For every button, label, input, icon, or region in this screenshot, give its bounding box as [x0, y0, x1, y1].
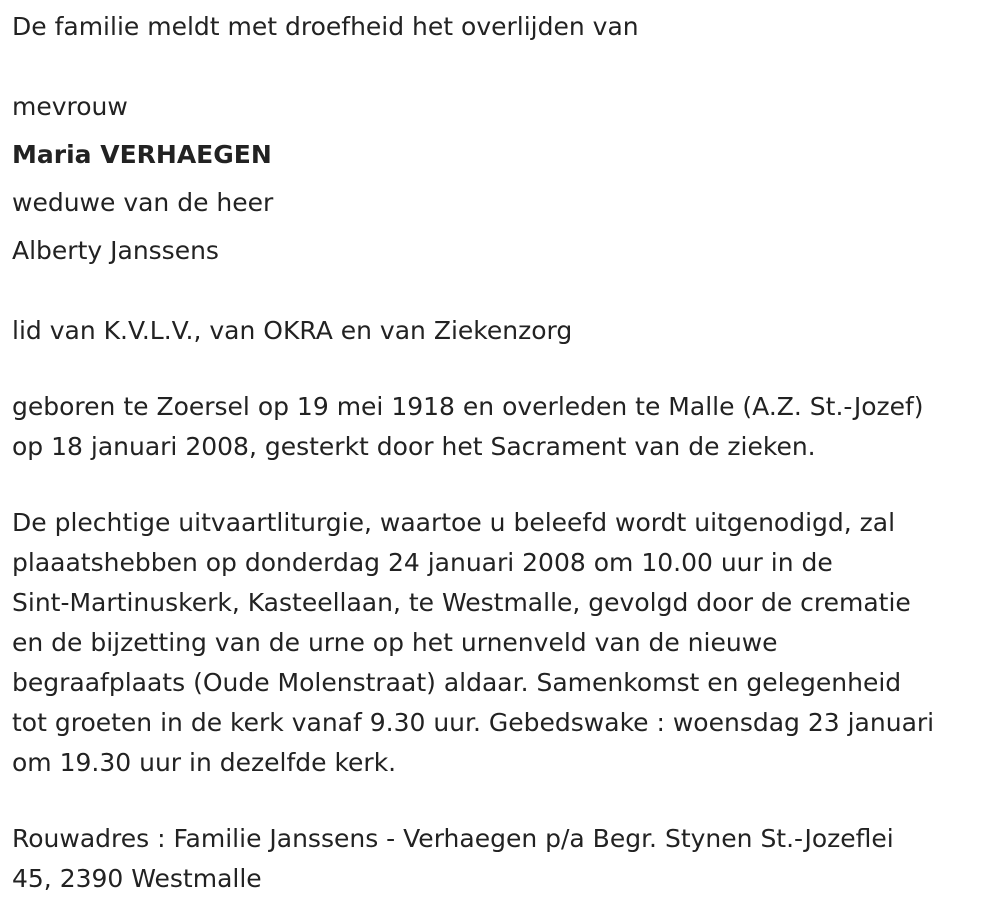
intro-text: De familie meldt met droefheid het overlijden van [12, 12, 639, 41]
membership-text: lid van K.V.L.V., van OKRA en van Ziekenzorg [12, 316, 573, 345]
paragraph-line: De plechtige uitvaartliturgie, waartoe u beleefd wordt uitgenodigd, zal [12, 508, 896, 537]
paragraph-line: tot groeten in de kerk vanaf 9.30 uur. Gebedswake : woensdag 23 januari [12, 708, 935, 737]
paragraph-line: 45, 2390 Westmalle [12, 864, 262, 893]
spacer [12, 275, 988, 311]
paragraph-line: Rouwadres : Familie Janssens - Verhaegen p/a Begr. Stynen St.-Jozeflei [12, 824, 894, 853]
paragraph-line: geboren te Zoersel op 19 mei 1918 en overleden te Malle (A.Z. St.-Jozef) [12, 392, 924, 421]
birth-death-paragraph [12, 387, 988, 467]
paragraph-line: op 18 januari 2008, gesterkt door het Sacrament van de zieken. [12, 432, 816, 461]
address-paragraph [12, 819, 988, 899]
paragraph-line: en de bijzetting van de urne op het urnenveld van de nieuwe [12, 628, 778, 657]
spacer [12, 47, 988, 83]
relation-line-1: weduwe van de heer [12, 188, 274, 217]
paragraph-line: begraafplaats (Oude Molenstraat) aldaar. Samenkomst en gelegenheid [12, 668, 902, 697]
funeral-paragraph [12, 503, 988, 783]
death-notice [12, 7, 988, 899]
spacer [12, 783, 988, 819]
honorific: mevrouw [12, 92, 128, 121]
paragraph-line: Sint-Martinuskerk, Kasteellaan, te Westmalle, gevolgd door de crematie [12, 588, 911, 617]
relation-line-2: Alberty Janssens [12, 236, 219, 265]
paragraph-line: om 19.30 uur in dezelfde kerk. [12, 748, 397, 777]
spacer [12, 351, 988, 387]
spacer [12, 467, 988, 503]
deceased-name: Maria VERHAEGEN [12, 140, 272, 169]
paragraph-line: plaaatshebben op donderdag 24 januari 2008 om 10.00 uur in de [12, 548, 833, 577]
